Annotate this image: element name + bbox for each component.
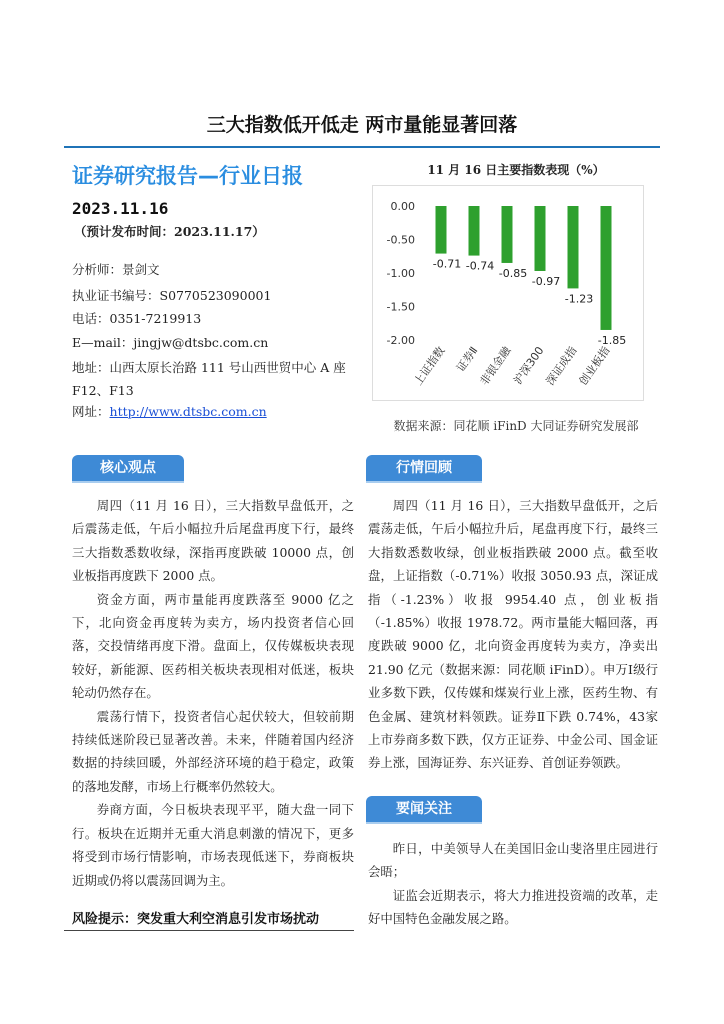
paragraph: 券商方面，今日板块表现平平，随大盘一同下行。板块在近期并无重大消息刺激的情况下，更多将受到市场行情影响，市场表现低迷下，券商板块近期或仍将以震荡回调为主。	[72, 802, 354, 888]
bar-value-label: -0.85	[498, 266, 528, 280]
section-tab-market: 行情回顾	[366, 455, 482, 481]
y-tick-label: 0.00	[390, 200, 415, 213]
paragraph: 证监会近期表示，将大力推进投资端的改革，走好中国特色金融发展之路。	[368, 887, 658, 927]
paragraph: 资金方面，两市量能再度跌落至 9000 亿之下，北向资金再度转为卖方，场内投资者信心回落，交投情绪再度下滑。盘面上，仅传媒板块表现较好，新能源、医药相关板块表现相对低迷，板块轮动仍然存在。	[72, 591, 354, 701]
report-date: 2023.11.16	[72, 199, 169, 218]
section-tab-core: 核心观点	[72, 455, 184, 481]
x-tick-label: 沪深300	[511, 344, 547, 387]
risk-warning: 风险提示：突发重大利空消息引发市场扰动	[72, 912, 320, 927]
risk-divider	[64, 930, 354, 931]
analyst-license: 执业证书编号：S0770523090001	[72, 288, 272, 303]
paragraph: 周四（11 月 16 日），三大指数早盘低开，之后震荡走低，午后小幅拉升后，尾盘再度下行，最终三大指数悉数收绿，创业板指跌破 2000 点。截至收盘，上证指数（-0.71%）收报 3050.93 点，深证成指（-1.23%）收报 9954.40 点，创业板指（-1.85%）收报 1978.72。两市量能大幅回落，再度跌破 9000 亿，北向资金再度转为卖方，净卖出 21.90 亿元（数据来源：同花顺 iFinD）。申万Ⅰ级行业多数下跌，仅传媒和煤炭行业上涨，医药生物、有色金属、建筑材料领跌。证券Ⅱ下跌 0.74%，43家上市券商多数下跌，仅方正证券、中金公司、国金证券上涨，国海证券、东兴证券、首创证券领跌。	[368, 498, 658, 771]
bar-value-label: -1.85	[597, 333, 627, 347]
paragraph: 震荡行情下，投资者信心起伏较大，但较前期持续低迷阶段已显著改善。未来，伴随着国内经济数据的持续回暖，外部经济环境的趋于稳定，政策的落地发酵，市场上行概率仍然较大。	[72, 708, 354, 794]
website-label: 网址：	[72, 404, 110, 419]
analyst-name: 分析师：景剑文	[72, 262, 160, 277]
chart-source: 数据来源：同花顺 iFinD 大同证券研究发展部	[393, 419, 639, 433]
bar	[568, 206, 579, 288]
y-tick-label: -1.50	[386, 300, 415, 314]
bar-value-label: -0.71	[432, 257, 462, 271]
market-review-body	[368, 494, 658, 775]
bar-value-label: -0.97	[531, 274, 561, 288]
chart-title: 11 月 16 日主要指数表现（%）	[427, 163, 605, 177]
bar-value-label: -1.23	[564, 292, 594, 306]
x-tick-label: 证券Ⅱ	[454, 344, 481, 375]
bar	[502, 206, 513, 263]
analyst-phone: 电话：0351-7219913	[72, 311, 202, 326]
x-tick-label: 上证指数	[411, 344, 448, 388]
report-heading: 证券研究报告—行业日报	[72, 164, 303, 188]
news-body	[368, 837, 658, 931]
paragraph: 周四（11 月 16 日），三大指数早盘低开，之后震荡走低，午后小幅拉升后尾盘再度下行，最终三大指数悉数收绿，深指再度跌破 10000 点，创业板指再度跌下 2000 点。	[72, 498, 354, 584]
section-tab-news: 要闻关注	[366, 796, 482, 822]
analyst-address-floor: F12、F13	[72, 383, 134, 398]
bar	[436, 206, 447, 254]
bar	[601, 206, 612, 330]
x-tick-label: 非银金融	[477, 344, 514, 388]
analyst-email: E—mail：jingjw@dtsbc.com.cn	[72, 335, 269, 350]
index-performance-chart	[373, 186, 643, 400]
page-title: 三大指数低开低走 两市量能显著回落	[206, 114, 518, 136]
bar	[469, 206, 480, 256]
y-tick-label: -1.00	[386, 267, 415, 280]
x-tick-label: 深证成指	[543, 344, 580, 388]
chart-frame	[372, 185, 644, 401]
y-tick-label: -0.50	[386, 233, 415, 247]
publish-date: （预计发布时间：2023.11.17）	[74, 224, 265, 239]
website-link[interactable]: http://www.dtsbc.com.cn	[109, 404, 267, 419]
bar-value-label: -0.74	[465, 259, 495, 273]
website-row	[72, 406, 267, 419]
y-tick-label: -2.00	[386, 334, 415, 347]
analyst-address: 地址：山西太原长治路 111 号山西世贸中心 A 座	[72, 360, 346, 375]
core-view-body	[72, 494, 354, 892]
paragraph: 昨日，中美领导人在美国旧金山斐洛里庄园进行会晤；	[368, 841, 658, 880]
x-tick-label: 创业板指	[576, 344, 613, 388]
title-divider	[64, 146, 660, 148]
bar	[535, 206, 546, 271]
